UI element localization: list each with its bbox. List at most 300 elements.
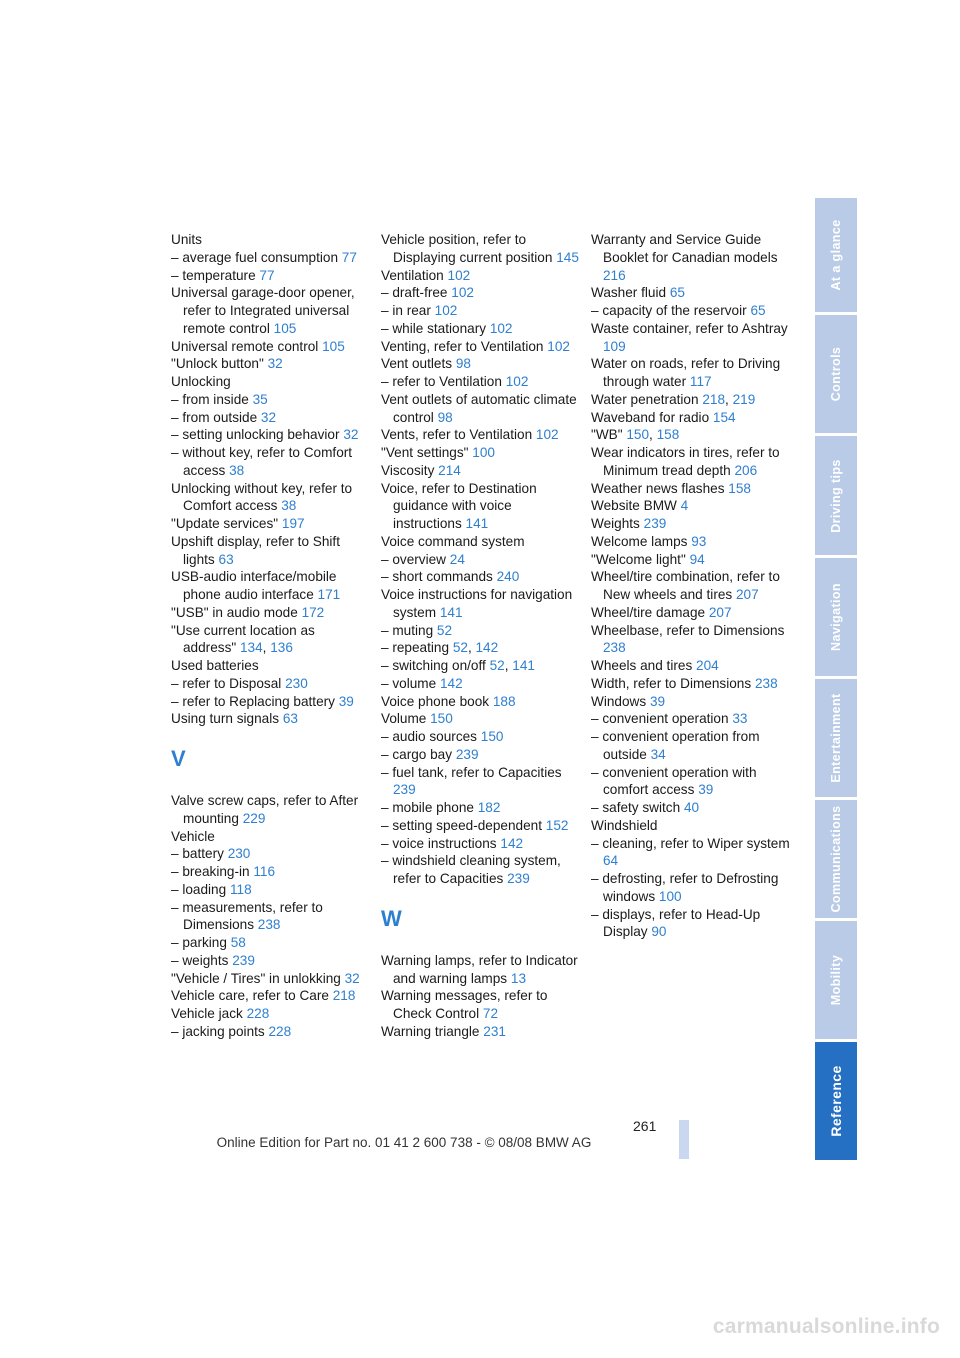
page-reference-link[interactable]: 63: [282, 711, 298, 727]
index-entry-text: – draft-free: [381, 285, 448, 301]
page-reference-link[interactable]: 64: [603, 853, 619, 869]
page-reference-link[interactable]: 230: [285, 675, 308, 691]
index-entry: [591, 693, 791, 711]
index-entry: [381, 728, 581, 746]
index-entry: [591, 764, 791, 800]
index-entry-text: Vehicle: [171, 828, 215, 844]
index-entry-text: – convenient operation: [591, 711, 729, 727]
index-entry-text: Wheel/tire combination, refer to New wheels and tires: [591, 569, 780, 602]
index-entry: [381, 355, 581, 373]
index-entry: [591, 675, 791, 693]
page-reference-link[interactable]: 116: [253, 864, 276, 879]
index-entry-text: Unlocking without key, refer to Comfort access: [171, 480, 353, 514]
page-reference-link[interactable]: 239: [643, 516, 667, 531]
index-entry: [171, 987, 371, 1005]
index-entry-text: Website BMW: [591, 498, 677, 514]
page-reference-link[interactable]: 38: [229, 462, 245, 478]
page-reference-link[interactable]: 136: [270, 640, 293, 656]
index-entry-text: – muting: [381, 622, 434, 638]
index-entry: [171, 899, 371, 935]
tab-at-a-glance[interactable]: [815, 198, 857, 312]
index-entry-text: – repeating: [381, 640, 450, 656]
index-entry: [381, 444, 581, 462]
index-entry-text: "USB" in audio mode: [171, 604, 298, 620]
index-entry-text: Voice instructions for navigation system: [381, 587, 573, 620]
index-entry-text: – without key, refer to Comfort access: [171, 445, 353, 478]
index-entry: [171, 480, 371, 516]
index-entry: [171, 533, 371, 569]
watermark: carmanualsonline.info: [712, 1315, 940, 1338]
index-entry-text: – from inside: [171, 391, 249, 407]
page-reference-link[interactable]: 32: [267, 356, 283, 372]
index-entry-text: – temperature: [171, 267, 256, 283]
index-entry: [171, 409, 371, 427]
index-entry: [591, 284, 791, 302]
index-entry: [381, 987, 581, 1023]
index-entry-text: Valve screw caps, refer to After mounting: [171, 793, 359, 826]
page-reference-link[interactable]: 102: [489, 320, 513, 336]
index-entry: [171, 267, 371, 285]
tab-communications[interactable]: [815, 800, 857, 918]
page-reference-link[interactable]: 100: [472, 445, 495, 460]
page-reference-link[interactable]: 40: [683, 800, 700, 815]
index-entry-text: Wheel/tire damage: [591, 604, 706, 620]
index-entry-text: – safety switch: [591, 800, 681, 815]
page-reference-link[interactable]: 34: [650, 746, 666, 762]
index-entry-text: – breaking-in: [171, 864, 250, 879]
index-entry-text: – loading: [171, 881, 227, 897]
index-entry-text: – overview: [381, 551, 446, 567]
page-reference-link[interactable]: 142: [439, 675, 463, 691]
index-entry-text: Viscosity: [381, 462, 435, 478]
index-entry-text: – cleaning, refer to Wiper system: [591, 835, 790, 851]
index-entry-text: Vehicle jack: [171, 1006, 243, 1021]
index-entry-text: Wear indicators in tires, refer to Minimum tread depth: [591, 445, 780, 478]
index-entry-text: Vehicle care, refer to Care: [171, 988, 329, 1004]
page-reference-link[interactable]: 93: [691, 533, 707, 549]
index-entry-text: – setting unlocking behavior: [171, 427, 340, 443]
page-reference-link[interactable]: 102: [447, 267, 471, 283]
page-reference-link[interactable]: 63: [218, 551, 234, 567]
index-entry: [381, 817, 581, 835]
page-reference-link[interactable]: 240: [496, 569, 520, 585]
page-reference-link[interactable]: 158: [728, 480, 751, 496]
index-entry-text: "Use current location as address": [171, 622, 315, 656]
index-entry-text: Unlocking: [171, 374, 231, 389]
index-entry-text: Volume: [381, 711, 427, 727]
index-entry-text: "Welcome light": [591, 551, 686, 567]
page-reference-link[interactable]: 214: [438, 462, 461, 478]
index-entry: [381, 675, 581, 693]
page-reference-link[interactable]: 230: [227, 846, 251, 862]
tab-label: Entertainment: [829, 693, 843, 783]
footer-text: [0, 1135, 960, 1150]
index-entry-text: – refer to Ventilation: [381, 374, 502, 389]
page-reference-link[interactable]: 35: [252, 391, 268, 407]
index-entry: [591, 515, 791, 533]
page-reference-link[interactable]: 197: [281, 516, 305, 531]
index-entry: [381, 391, 581, 427]
page-reference-link[interactable]: 13: [510, 970, 527, 986]
tab-label: Reference: [828, 1065, 844, 1137]
index-entry: [171, 284, 371, 337]
page-reference-link[interactable]: 134: [239, 640, 263, 656]
index-entry: [171, 338, 371, 356]
tab-label: Communications: [829, 805, 843, 913]
index-entry: [381, 231, 581, 267]
page-reference-link[interactable]: 100: [658, 888, 682, 904]
index-entry: [381, 746, 581, 764]
footer-label: Online Edition for Part no. 01 41 2 600 738 - © 08/08 BMW AG: [216, 1135, 592, 1150]
page-ref-separator: ,: [504, 658, 509, 673]
page-reference-link[interactable]: 72: [482, 1006, 499, 1021]
index-entry-text: – convenient operation from outside: [591, 729, 760, 762]
index-entry: [171, 657, 371, 675]
index-entry-text: – jacking points: [171, 1023, 265, 1039]
index-entry: [171, 675, 371, 693]
index-entry-text: Washer fluid: [591, 285, 667, 301]
index-entry: [591, 426, 791, 444]
page-reference-link[interactable]: 4: [680, 498, 689, 514]
index-entry-text: Waveband for radio: [591, 409, 710, 425]
index-entry-text: – mobile phone: [381, 800, 474, 815]
index-entry: [381, 568, 581, 586]
index-entry: [381, 639, 581, 657]
page-reference-link[interactable]: 216: [603, 267, 626, 283]
index-entry: [171, 710, 371, 728]
page-reference-link[interactable]: 58: [230, 935, 246, 950]
page-reference-link[interactable]: 238: [754, 675, 778, 691]
index-entry: [381, 302, 581, 320]
index-entry-text: Windshield: [591, 817, 658, 833]
page-reference-link[interactable]: 152: [545, 817, 569, 833]
index-entry: [591, 604, 791, 622]
index-entry: [591, 497, 791, 515]
page-reference-link[interactable]: 158: [656, 427, 680, 443]
index-entry-text: "Unlock button": [171, 356, 264, 372]
index-entry: [381, 533, 581, 551]
index-entry-text: "Update services": [171, 516, 279, 531]
page-reference-link[interactable]: 32: [343, 427, 359, 443]
page-reference-link[interactable]: 141: [439, 604, 463, 620]
index-entry-text: Upshift display, refer to Shift lights: [171, 533, 340, 567]
page-reference-link[interactable]: 150: [626, 427, 650, 443]
index-entry: [381, 267, 581, 285]
index-entry-text: Used batteries: [171, 658, 259, 673]
index-entry: [171, 622, 371, 658]
index-entry-text: – voice instructions: [381, 835, 497, 851]
index-entry-text: Waste container, refer to Ashtray: [591, 320, 788, 336]
index-entry: [171, 828, 371, 846]
index-entry-text: – cargo bay: [381, 746, 453, 762]
page-reference-link[interactable]: 39: [338, 693, 354, 709]
page-reference-link[interactable]: 94: [689, 551, 705, 567]
index-entry: [381, 462, 581, 480]
tab-mobility[interactable]: [815, 921, 857, 1039]
page-reference-link[interactable]: 229: [242, 810, 266, 826]
index-entry: [381, 320, 581, 338]
index-entry-text: Warning triangle: [381, 1023, 480, 1039]
index-entry: [591, 320, 791, 356]
page-reference-link[interactable]: 204: [696, 658, 719, 673]
index-entry-text: "Vent settings": [381, 445, 469, 460]
tab-label: Navigation: [829, 583, 843, 651]
page-reference-link[interactable]: 172: [301, 604, 325, 620]
index-entry-text: Wheelbase, refer to Dimensions: [591, 622, 785, 638]
page-reference-link[interactable]: 218: [702, 391, 726, 407]
index-entry-text: – volume: [381, 675, 437, 691]
index-entry-text: Weather news flashes: [591, 480, 725, 496]
page-reference-link[interactable]: 239: [393, 782, 416, 798]
index-entry: [591, 817, 791, 835]
index-entry-text: Voice command system: [381, 533, 525, 549]
index-entry: [591, 444, 791, 480]
page-reference-link[interactable]: 145: [556, 249, 579, 265]
page-reference-link[interactable]: 109: [603, 338, 626, 354]
tab-entertainment[interactable]: [815, 679, 857, 797]
index-entry-text: Universal remote control: [171, 338, 319, 354]
index-entry: [381, 693, 581, 711]
page-reference-link[interactable]: 207: [735, 587, 759, 602]
index-entry-text: Using turn signals: [171, 711, 280, 727]
index-entry-text: Vent outlets: [381, 356, 453, 372]
index-entry-text: – battery: [171, 846, 224, 862]
page-reference-link[interactable]: 231: [483, 1023, 506, 1039]
index-entry: [591, 835, 791, 871]
index-entry: [591, 533, 791, 551]
page-reference-link[interactable]: 171: [317, 587, 341, 602]
page-reference-link[interactable]: 105: [322, 338, 345, 354]
index-entry: [381, 952, 581, 988]
index-entry: [171, 444, 371, 480]
index-entry-text: Voice phone book: [381, 693, 490, 709]
index-entry-text: Weights: [591, 516, 640, 531]
index-entry-text: – displays, refer to Head-Up Display: [591, 906, 761, 940]
index-letter-heading: V: [171, 746, 186, 771]
index-entry: [171, 845, 371, 863]
index-entry-text: – convenient operation with comfort access: [591, 764, 757, 798]
index-entry-text: – short commands: [381, 569, 493, 585]
page-reference-link[interactable]: 65: [669, 285, 685, 301]
index-entry: [381, 835, 581, 853]
index-column-1: [171, 231, 371, 1041]
tab-driving-tips[interactable]: [815, 436, 857, 555]
index-entry: [171, 604, 371, 622]
index-entry: [591, 799, 791, 817]
page-reference-link[interactable]: 219: [732, 391, 756, 407]
index-entry-text: Welcome lamps: [591, 533, 688, 549]
index-entry: [381, 1023, 581, 1041]
index-entry-text: Warning lamps, refer to Indicator and warning lamps: [381, 952, 578, 986]
page-reference-link[interactable]: 38: [281, 498, 297, 514]
index-entry-text: – parking: [171, 935, 227, 950]
index-entry-text: Vent outlets of automatic climate control: [381, 391, 577, 425]
index-entry-text: – windshield cleaning system, refer to Capacities: [381, 853, 561, 886]
page-reference-link[interactable]: 238: [257, 917, 281, 933]
page-reference-link[interactable]: 39: [698, 782, 714, 798]
index-entry: [171, 568, 371, 604]
page-reference-link[interactable]: 105: [273, 320, 297, 336]
index-entry: [591, 906, 791, 942]
index-entry: [591, 231, 791, 284]
index-entry-text: – in rear: [381, 303, 431, 318]
index-entry: [381, 852, 581, 888]
index-entry-text: "Vehicle / Tires" in unlokking: [171, 970, 341, 986]
page-reference-link[interactable]: 142: [500, 835, 524, 851]
index-entry-text: – weights: [171, 952, 229, 968]
page-reference-link[interactable]: 154: [712, 409, 736, 425]
index-entry-text: – from outside: [171, 409, 258, 425]
page-reference-link[interactable]: 188: [492, 693, 516, 709]
index-entry: [171, 249, 371, 267]
index-entry: [381, 657, 581, 675]
index-entry-text: Universal garage-door opener, refer to Integrated universal remote control: [171, 285, 355, 336]
index-entry: [171, 231, 371, 249]
page-reference-link[interactable]: 228: [246, 1006, 270, 1021]
index-entry-text: Voice, refer to Destination guidance with voice instructions: [381, 480, 537, 531]
index-entry: [591, 391, 791, 409]
page-reference-link[interactable]: 32: [344, 970, 360, 986]
page-reference-link[interactable]: 150: [430, 711, 453, 727]
page-reference-link[interactable]: 102: [434, 303, 458, 318]
index-entry: [171, 391, 371, 409]
index-letter-heading: W: [381, 905, 402, 931]
page-reference-link[interactable]: 65: [750, 303, 766, 318]
index-entry: [381, 799, 581, 817]
page-reference-link[interactable]: 117: [689, 374, 712, 389]
page-ref-separator: ,: [262, 640, 267, 656]
tab-navigation[interactable]: [815, 558, 857, 676]
index-entry: [591, 355, 791, 391]
index-entry: [381, 622, 581, 640]
index-entry-text: – measurements, refer to Dimensions: [171, 899, 323, 933]
index-entry: [171, 970, 371, 988]
index-entry-text: – switching on/off: [381, 658, 486, 673]
page-ref-separator: ,: [725, 391, 729, 407]
index-entry-text: Vents, refer to Ventilation: [381, 427, 533, 443]
index-entry-text: Units: [171, 232, 202, 247]
index-entry-text: Wheels and tires: [591, 658, 693, 673]
page-reference-link[interactable]: 98: [455, 356, 471, 372]
page-reference-link[interactable]: 77: [341, 249, 357, 265]
page-reference-link[interactable]: 142: [475, 640, 499, 656]
tab-label: Driving tips: [829, 458, 843, 533]
page-reference-link[interactable]: 150: [480, 729, 504, 744]
page-reference-link[interactable]: 39: [649, 693, 666, 709]
index-entry: [171, 515, 371, 533]
index-entry: [591, 302, 791, 320]
index-entry: [381, 284, 581, 302]
page-reference-link[interactable]: 141: [512, 658, 535, 673]
page-reference-link[interactable]: 90: [651, 924, 667, 940]
index-entry: [591, 409, 791, 427]
page-reference-link[interactable]: 206: [734, 462, 758, 478]
page-reference-link[interactable]: 52: [489, 658, 505, 673]
page-reference-link[interactable]: 182: [477, 800, 501, 815]
index-entry: [591, 710, 791, 728]
page-reference-link[interactable]: 52: [452, 640, 468, 656]
page-reference-link[interactable]: 52: [436, 622, 453, 638]
index-entry: [171, 426, 371, 444]
index-column-3: [591, 231, 791, 941]
page-reference-link[interactable]: 238: [603, 640, 626, 656]
page-number: 261: [633, 1118, 657, 1134]
index-entry-text: USB-audio interface/mobile phone audio interface: [171, 569, 337, 602]
tab-label: Controls: [829, 346, 843, 402]
page-reference-link[interactable]: 239: [455, 746, 479, 762]
page-reference-link[interactable]: 102: [451, 285, 474, 301]
tab-controls[interactable]: [815, 315, 857, 433]
index-entry: [171, 373, 371, 391]
page-reference-link[interactable]: 98: [437, 409, 453, 425]
index-entry-text: – while stationary: [381, 320, 487, 336]
index-entry: [381, 426, 581, 444]
page-reference-link[interactable]: 33: [732, 711, 748, 727]
page-reference-link[interactable]: 102: [547, 338, 570, 354]
page-reference-link[interactable]: 32: [260, 409, 277, 425]
index-entry-text: "WB": [591, 427, 623, 443]
index-entry-text: Ventilation: [381, 267, 444, 283]
index-entry: [381, 373, 581, 391]
index-entry-text: Water on roads, refer to Driving through water: [591, 356, 781, 389]
page-reference-link[interactable]: 77: [259, 267, 275, 283]
index-entry-text: Windows: [591, 693, 647, 709]
page-ref-separator: ,: [649, 427, 653, 443]
section-tabs: [815, 198, 857, 1163]
index-entry-text: Water penetration: [591, 391, 699, 407]
index-entry: [381, 480, 581, 533]
page-ref-separator: ,: [467, 640, 472, 656]
index-entry-text: – refer to Replacing battery: [171, 693, 335, 709]
index-entry-text: – defrosting, refer to Defrosting windows: [591, 871, 779, 904]
index-entry-text: Width, refer to Dimensions: [591, 675, 752, 691]
index-column-2: [381, 231, 581, 1041]
index-entry-text: – audio sources: [381, 729, 477, 744]
index-entry-text: Venting, refer to Ventilation: [381, 338, 544, 354]
index-entry: [591, 551, 791, 569]
page-reference-link[interactable]: 239: [232, 952, 255, 968]
page-reference-link[interactable]: 218: [332, 988, 356, 1004]
page-reference-link[interactable]: 102: [535, 427, 559, 443]
tab-label: At a glance: [829, 219, 843, 291]
page-reference-link[interactable]: 207: [708, 604, 732, 620]
index-entry: [591, 657, 791, 675]
index-entry: [171, 355, 371, 373]
index-entry: [381, 338, 581, 356]
index-entry: [381, 710, 581, 728]
index-entry: [591, 568, 791, 604]
page-reference-link[interactable]: 239: [507, 871, 530, 886]
page-reference-link[interactable]: 24: [449, 551, 465, 567]
page-reference-link[interactable]: 118: [229, 881, 252, 897]
index-entry-text: Vehicle position, refer to Displaying current position: [381, 232, 553, 265]
index-entry: [171, 934, 371, 952]
page-reference-link[interactable]: 102: [505, 374, 529, 389]
index-entry: [591, 728, 791, 764]
page-reference-link[interactable]: 228: [268, 1023, 292, 1039]
index-entry-text: – capacity of the reservoir: [591, 303, 747, 318]
tab-label: Mobility: [829, 954, 843, 1006]
index-entry: [171, 1005, 371, 1023]
index-entry-text: – refer to Disposal: [171, 675, 282, 691]
page-reference-link[interactable]: 141: [465, 516, 489, 531]
index-entry: [591, 870, 791, 906]
index-entry: [381, 551, 581, 569]
index-entry-text: – setting speed-dependent: [381, 817, 542, 833]
index-entry: [591, 480, 791, 498]
index-entry: [171, 1023, 371, 1041]
index-entry: [171, 863, 371, 881]
